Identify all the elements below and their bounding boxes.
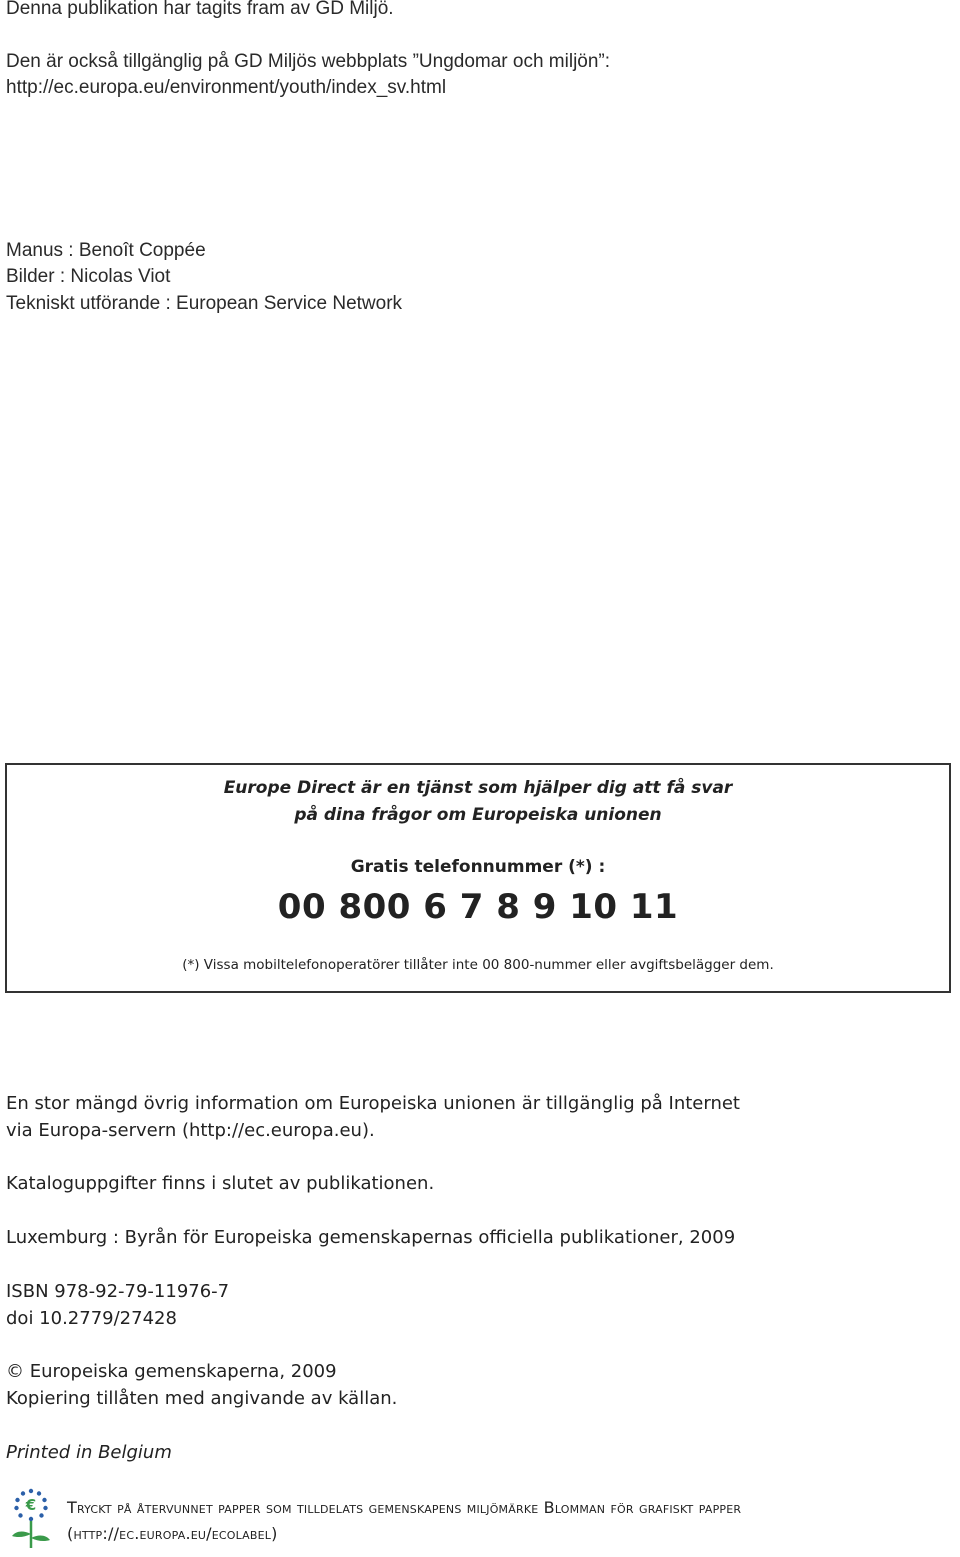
copyright-symbol: © bbox=[6, 1361, 24, 1382]
printed-in: Printed in Belgium bbox=[6, 1442, 172, 1463]
europe-direct-intro-1: Europe Direct är en tjänst som hjälper dig att få svar bbox=[223, 778, 733, 798]
free-number-label: Gratis telefonnummer (*) : bbox=[350, 857, 606, 877]
publisher-info: Luxemburg : Byrån för Europeiska gemenskapernas officiella publikationer, 2009 bbox=[6, 1227, 736, 1248]
header-line-2: Den är också tillgänglig på GD Miljös webbplats ”Ungdomar och miljön”: bbox=[6, 51, 611, 72]
header-url: http://ec.europa.eu/environment/youth/index_sv.html bbox=[6, 77, 447, 98]
ecolabel-text-1: Tryckt på återvunnet papper som tilldelats gemenskapens miljömärke Blomman för grafiskt papper bbox=[67, 1498, 742, 1517]
isbn: ISBN 978-92-79-11976-7 bbox=[6, 1281, 230, 1302]
svg-text:€: € bbox=[25, 1496, 37, 1514]
europe-direct-box bbox=[5, 763, 951, 993]
ecolabel-url: (http://ec.europa.eu/ecolabel) bbox=[67, 1524, 278, 1543]
catalogue-info: Kataloguppgifter finns i slutet av publikationen. bbox=[6, 1173, 435, 1194]
header-line-1: Denna publikation har tagits fram av GD Miljö. bbox=[6, 0, 394, 19]
internet-info-2: via Europa-servern (http://ec.europa.eu). bbox=[6, 1120, 375, 1141]
copyright-text: Europeiska gemenskaperna, 2009 bbox=[29, 1361, 337, 1382]
credit-production: Tekniskt utförande : European Service Network bbox=[6, 293, 403, 314]
reproduction-notice: Kopiering tillåten med angivande av källan. bbox=[6, 1388, 398, 1409]
phone-footnote: (*) Vissa mobiltelefonoperatörer tillåter inte 00 800-nummer eller avgiftsbelägger dem. bbox=[182, 957, 774, 973]
europe-direct-intro-2: på dina frågor om Europeiska unionen bbox=[294, 805, 662, 825]
copyright-line bbox=[6, 1361, 337, 1382]
eu-ecolabel-flower-icon bbox=[8, 1486, 54, 1550]
internet-info-1: En stor mängd övrig information om Europeiska unionen är tillgänglig på Internet bbox=[6, 1093, 740, 1114]
credit-script: Manus : Benoît Coppée bbox=[6, 240, 206, 261]
credit-images: Bilder : Nicolas Viot bbox=[6, 266, 171, 287]
doi: doi 10.2779/27428 bbox=[6, 1308, 177, 1329]
phone-number: 00 800 6 7 8 9 10 11 bbox=[277, 887, 679, 927]
